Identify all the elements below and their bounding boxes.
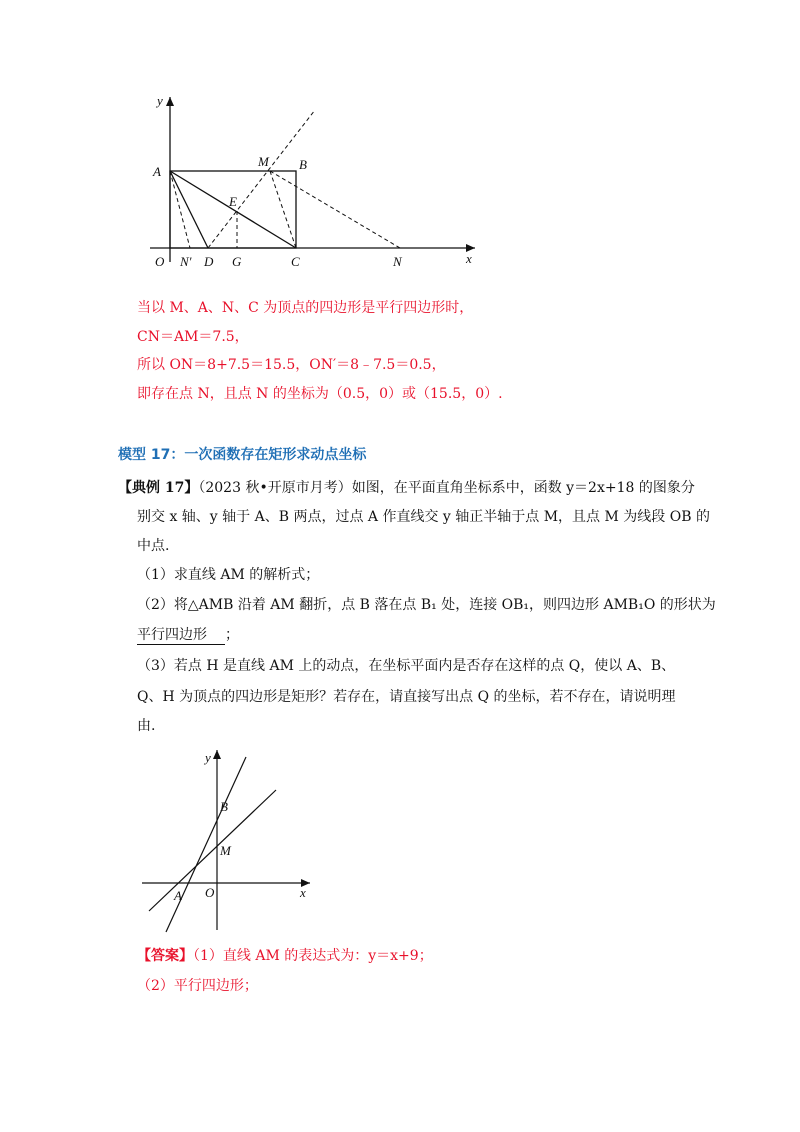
- label-c: C: [291, 254, 300, 269]
- label-b: B: [299, 157, 307, 172]
- label-y: y: [157, 93, 163, 108]
- model-heading: 模型 17：一次函数存在矩形求动点坐标: [118, 447, 367, 463]
- example-line-2: 别交 x 轴、y 轴于 A、B 两点，过点 A 作直线交 y 轴正半轴于点 M，且点 M 为线段 OB 的: [137, 509, 710, 525]
- label-b: B: [220, 799, 228, 814]
- label-m: M: [258, 154, 269, 169]
- label-o: O: [155, 254, 165, 269]
- question-3-line-3: 由.: [137, 718, 156, 734]
- example-tag: 【典例 17】: [118, 480, 199, 496]
- example-line-3: 中点.: [137, 538, 170, 554]
- label-x: x: [300, 885, 306, 900]
- question-3-line-1: （3）若点 H 是直线 AM 上的动点，在坐标平面内是否存在这样的点 Q，使以 A、B、: [137, 658, 676, 674]
- label-x: x: [466, 251, 472, 266]
- question-1: （1）求直线 AM 的解析式；: [137, 567, 320, 583]
- answer-line-1: [137, 946, 433, 966]
- solution-line-3: 所以 ON＝8+7.5＝15.5，ON′＝8﹣7.5＝0.5，: [137, 357, 446, 373]
- dashed-segment-mc: [270, 171, 296, 248]
- label-a: A: [153, 164, 161, 179]
- example-intro: （2023 秋•开原市月考）如图，在平面直角坐标系中，函数 y＝2x+18 的图象分: [198, 480, 695, 496]
- question-2-end: ；: [225, 627, 239, 643]
- label-n-prime: N′: [180, 254, 192, 269]
- label-n: N: [393, 254, 402, 269]
- question-2-answer: 平行四边形: [137, 627, 225, 645]
- dashed-segment-mn: [270, 171, 400, 248]
- solution-line-1: 当以 M、A、N、C 为顶点的四边形是平行四边形时，: [137, 300, 474, 316]
- dashed-segment-an-prime: [170, 171, 190, 248]
- label-o: O: [205, 885, 215, 900]
- label-g: G: [232, 254, 242, 269]
- label-y: y: [205, 750, 211, 765]
- label-m: M: [220, 843, 231, 858]
- question-2-answer-line: [137, 625, 239, 645]
- figure-parallelogram-diagram: [140, 88, 485, 273]
- figure-coordinate-lines: [138, 742, 318, 934]
- label-e: E: [229, 194, 237, 209]
- question-2: （2）将△AMB 沿着 AM 翻折，点 B 落在点 B₁ 处，连接 OB₁，则四边形 AMB₁O 的形状为: [137, 597, 716, 613]
- line-ab: [166, 757, 246, 932]
- answer-line-2: （2）平行四边形；: [137, 978, 258, 994]
- answer-tag: 【答案】: [137, 948, 193, 964]
- solution-line-4: 即存在点 N，且点 N 的坐标为（0.5，0）或（15.5，0）.: [137, 386, 503, 402]
- label-a: A: [174, 888, 182, 903]
- example-line-1: [118, 478, 695, 498]
- answer-1: （1）直线 AM 的表达式为：y＝x+9；: [193, 948, 433, 964]
- solution-line-2: CN＝AM＝7.5，: [137, 329, 249, 345]
- question-3-line-2: Q、H 为顶点的四边形是矩形？若存在，请直接写出点 Q 的坐标，若不存在，请说明理: [137, 689, 676, 705]
- label-d: D: [204, 254, 214, 269]
